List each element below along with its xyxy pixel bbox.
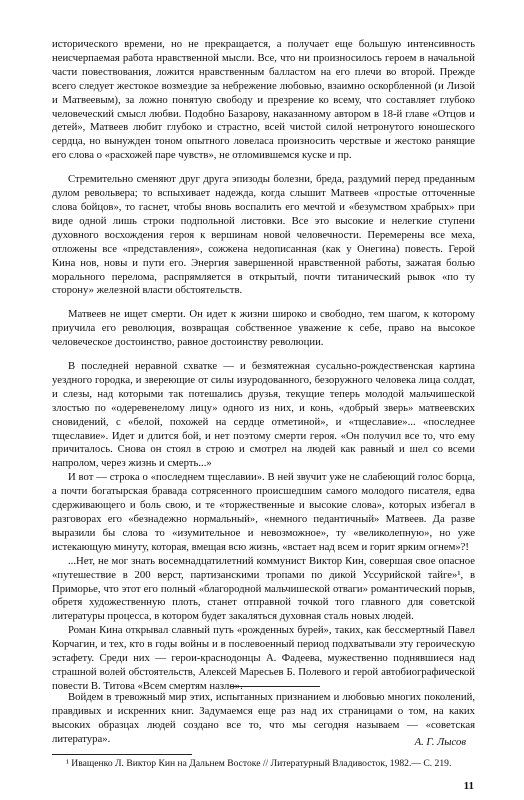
paragraph: Матвеев не ищет смерти. Он идет к жизни широко и свободно, тем шагом, к которому приучила его революция, возвращая собственное уважение к себе, право на высокое человеческое достоинство, равное достоинству революции. xyxy=(52,308,475,349)
paragraph: Стремительно сменяют друг друга эпизоды болезни, бреда, раздумий перед преданным дулом револьвера; то вспыхивает надежда, когда слышит Матвеев «простые отточенные слова бойцов», то гаснет, чтобы вновь воспалить его мечтой и «безумством храбрых» при виде одной лишь строки подпольной листовки. Все это высокие и нелегкие ступени духовного восхождения героя к вершинам новой человечности. Перемерены все меха, отложены все «представления», сожжена недописанная (как у Онегина) повесть. Герой Кина нов, новы и пути его. Энергия завершенной нравственной работы, зажатая болью морального перелома, распрямляется в открытый, почти титанический рывок «по ту сторону» железной власти обстоятельств. xyxy=(52,173,475,297)
paragraph: ...Нет, не мог знать восемнадцатилетний коммунист Виктор Кин, совершая свое опасное «путешествие в 200 верст, партизанскими тропами по дикой Уссурийской тайге»¹, в Приморье, что этот его полный «благородной мальчишеской отваги» романтический порыв, обретя художественную плоть, станет отправной точкой того главного для советской литературы процесса, в котором будет закаляться духовная сталь новых людей. xyxy=(52,554,475,623)
page-number: 11 xyxy=(463,780,474,792)
main-text xyxy=(52,38,475,694)
paragraph: И вот — строка о «последнем тщеславии». В ней звучит уже не слабеющий голос борца, а почти богатырская бравада сотрясенного происшедшим самого молодого писателя, едва сдерживающего и боль свою, и те «торжественные и высокие слова», которых избегал в разговорах его «безнадежно нормальный», «немного педантичный» Матвеев. Да разве выразили бы слова то «изумительное и невозможное», ту «великолепную», но уже истекающую минуту, которая, вмещая всю жизнь, «встает над всем и горит ярким огнем»?! xyxy=(52,471,475,553)
closing-paragraph: Войдем в тревожный мир этих, испытанных признанием и любовью многих поколений, правдивых и искренних книг. Задумаемся еще раз над их страницами о том, на каких высоких образцах людей создано все то, что мы сегодня называем — «советская литература». xyxy=(52,691,475,745)
paragraph: В последней неравной схватке — и безмятежная сусально-рождественская картина уездного городка, и звереющие от силы изуродованного, безоружного человека лица солдат, и слезы, над которыми так потешались друзья, текущие теперь молодой мальчишеской злостью по «одеревенелому лицу» одного из них, и конь, «добрый зверь» матвеевских сновидений, с «белой, похожей на сердце отметиной», и «тщеславие»... «последнее тщеславие». Идет и длится бой, и нет поэтому смерти героя. «Он получил все то, что ему причиталось. Снова он стоял в строю и смотрел на людей как равный и шел со всеми напролом, через жизнь и смерть...» xyxy=(52,360,475,470)
author-signature: А. Г. Лысов xyxy=(414,736,466,748)
closing-text xyxy=(52,691,475,747)
footnote-divider xyxy=(52,754,192,755)
paragraph: исторического времени, но не прекращается, а получает еще большую интенсивность неисчерпаемая работа нравственной мысли. Все, что ни произносилось героем в начальной части повествования, ложится нравственным балластом на его плечи во второй. Прежде всего следует жестокое возмездие за небрежение любовью, взаимно оскорбленной (и Лизой и Матвеевым), за ложно понятую свободу и презрение ко всему, что составляет глубоко человеческий смысл любви. Подобно Базарову, наказанному автором в 18-й главе «Отцов и детей», Матвеев любит глубоко и страстно, всей чистой силой нетронутого юношеского сердца, но вынужден тоном опытного ловеласа произносить черствые и жестоко ранящие его слова о «расхожей паре чувств», не отломившемся куске и пр. xyxy=(52,38,475,162)
section-divider xyxy=(230,686,320,687)
footnote: ¹ Иващенко Л. Виктор Кин на Дальнем Востоке // Литературный Владивосток, 1982.— С. 219. xyxy=(66,758,452,769)
paragraph: Роман Кина открывал славный путь «рожденных бурей», таких, как бессмертный Павел Корчагин, и тех, кто в годы войны и в послевоенный период подхватывали эту героическую эстафету. Среди них — герои-краснодонцы А. Фадеева, мужественно поднявшиеся над страшной волей обстоятельств, Алексей Маресьев Б. Полевого и герой автобиографической повести В. Титова «Всем смертям назло». xyxy=(52,624,475,692)
